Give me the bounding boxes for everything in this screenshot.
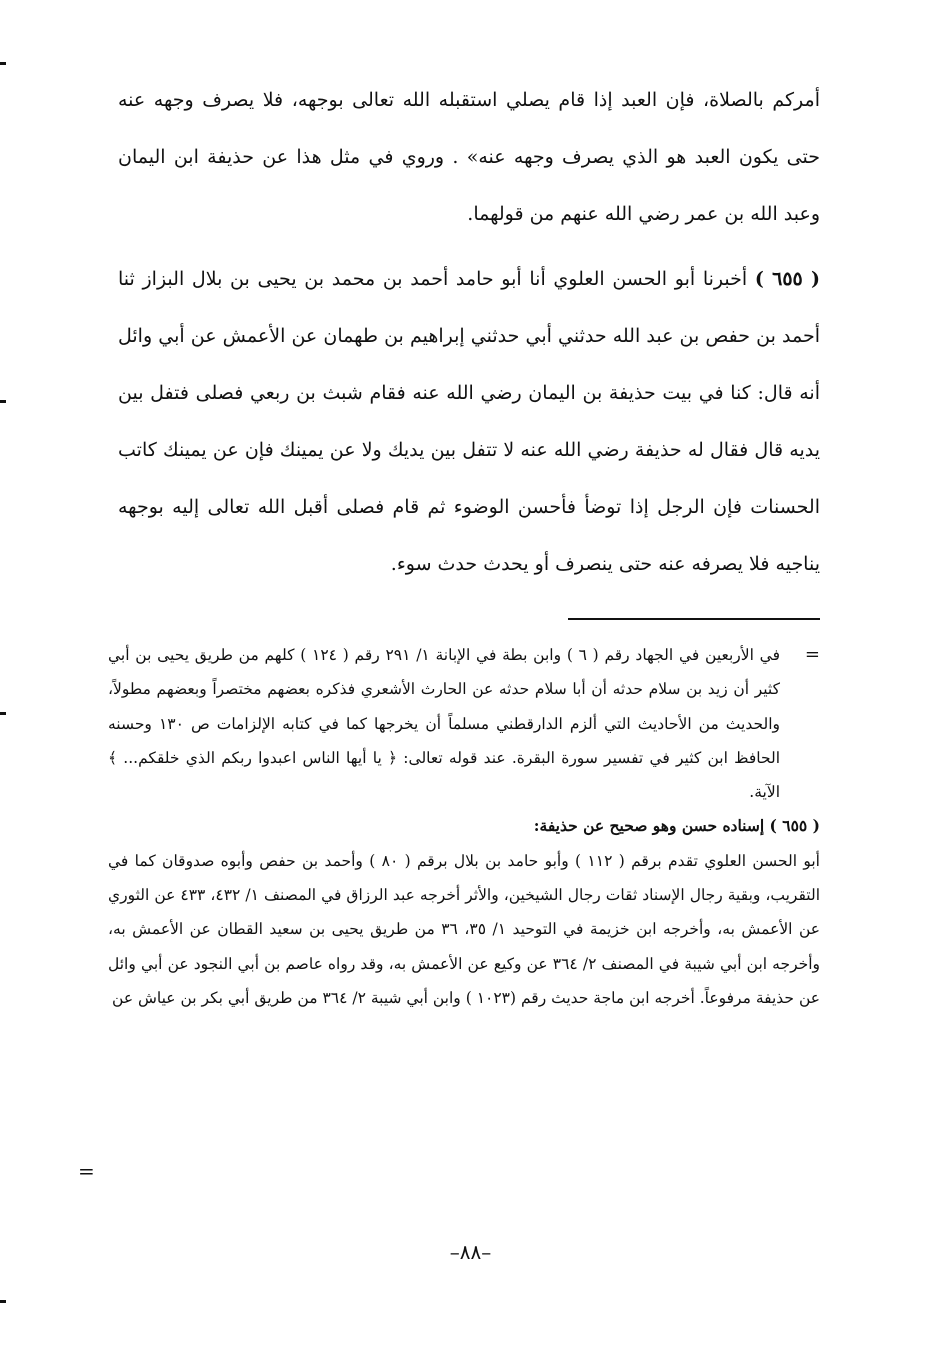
footnote-continuation-text: في الأربعين في الجهاد رقم ( ٦ ) وابن بطة في الإبانة ١/ ٢٩١ رقم ( ١٢٤ ) كلهم من طريق يحيى بن أبي كثير أن زيد بن سلام حدثه أن أبا سلام حدثه عن الحارث الأشعري فذكره بعضهم مختصراً وبعضهم مطولاً، والحديث من الأحاديث التي ألزم الدارقطني مسلماً أن يخرجها كما في كتابه الإلزامات ص ١٣٠ وحسنه الحافظ ابن كثير في تفسير سورة البقرة. عند قوله تعالى: ﴿ يا أيها الناس اعبدوا ربكم الذي خلقكم... ﴾ الآية. [108,646,780,802]
continuation-marker: = [804,644,820,665]
margin-mark [0,712,6,715]
footnote-heading: ( ٦٥٥ ) إسناده حسن وهو صحيح عن حذيفة: [533,816,820,836]
main-paragraph-1: أمركم بالصلاة، فإن العبد إذا قام يصلي استقبله الله تعالى بوجهه، فلا يصرف وجهه عنه حتى يكون العبد هو الذي يصرف وجهه عنه» . وروي في مثل هذا عن حذيفة ابن اليمان وعبد الله بن عمر رضي الله عنهم من قولهما. [118,89,820,225]
page-number: –٨٨– [449,1240,492,1264]
hadith-number: ( ٦٥٥ ) [754,268,821,290]
footnotes [108,638,820,1015]
main-paragraph-2 [118,251,820,593]
margin-mark [0,1300,6,1303]
margin-mark [0,62,6,65]
footnote-body: أبو الحسن العلوي تقدم برقم ( ١١٢ ) وأبو حامد بن بلال برقم ( ٨٠ ) وأحمد بن حفص وأبوه صدوقان كما في التقريب، وبقية رجال الإسناد ثقات رجال الشيخين، والأثر أخرجه عبد الرزاق في المصنف ١/ ٤٣٢، ٤٣٣ عن الثوري عن الأعمش به، وأخرجه ابن خزيمة في التوحيد ١/ ٣٥، ٣٦ من طريق يحيى بن سعيد القطان عن الأعمش به، وأخرجه ابن أبي شيبة في المصنف ٢/ ٣٦٤ عن وكيع عن الأعمش به، وقد رواه عاصم بن أبي النجود عن أبي وائل عن حذيفة مرفوعاً. أخرجه ابن ماجة حديث رقم (١٠٢٣ ) وابن أبي شيبة ٢/ ٣٦٤ من طريق أبي بكر بن عياش عن [108,851,821,1007]
continuation-end-marker: = [78,1159,95,1183]
footnote-continuation [108,638,820,809]
footnote-divider [568,618,820,620]
hadith-text: أخبرنا أبو الحسن العلوي أنا أبو حامد أحمد بن محمد بن يحيى بن بلال البزاز ثنا أحمد بن حفص بن عبد الله حدثني أبي حدثني إبراهيم بن طهمان عن الأعمش عن أبي وائل أنه قال: كنا في بيت حذيفة بن اليمان رضي الله عنه فقام شبث بن ربعي فصلى فتفل بين يديه قال فقال له حذيفة رضي الله عنه لا تتفل بين يديك ولا عن يمينك فإن عن يمينك كاتب الحسنات فإن الرجل إذا توضأ فأحسن الوضوء ثم قام فصلى أقبل الله تعالى إليه بوجهه يناجيه فلا يصرفه عنه حتى ينصرف أو يحدث حدث سوء. [118,268,820,575]
main-text [118,72,820,593]
margin-mark [0,400,6,403]
